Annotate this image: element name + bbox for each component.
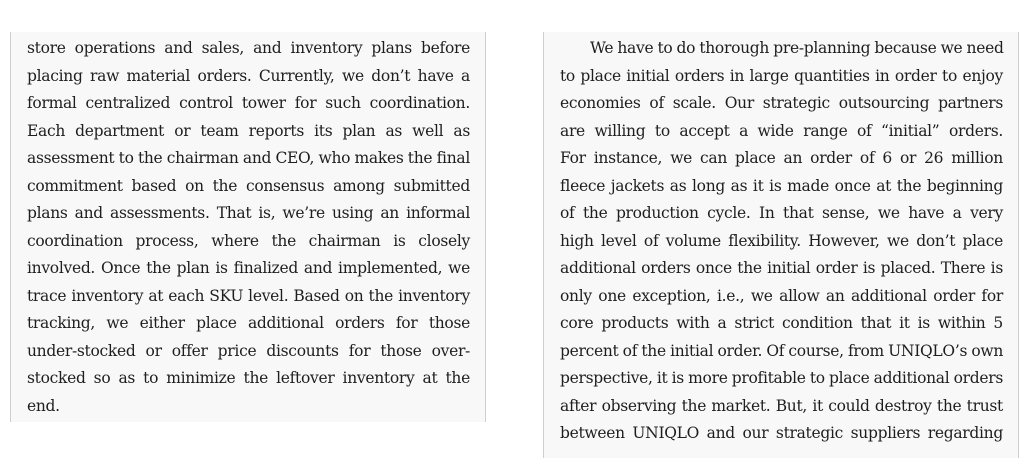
right-page [543,32,1019,458]
text-line: of the production cycle. In that sense, we have a very [560,204,1003,222]
text-line: For instance, we can place an order of 6 or 26 million [560,149,1003,167]
text-line: fleece jackets as long as it is made once at the beginning [560,176,1003,195]
text-line: stocked so as to minimize the leftover inventory at the [27,369,470,387]
text-line: end. [27,396,60,415]
text-line: assessment to the chairman and CEO, who makes the final [27,149,470,167]
text-line: placing raw material orders. Currently, we don’t have a [27,66,470,85]
text-line: percent of the initial order. Of course, from UNIQLO’s own [560,341,1003,360]
text-line: economies of scale. Our strategic outsourcing partners [560,94,1003,112]
left-page-text [27,35,470,420]
right-page-text [560,35,1003,448]
text-line: commitment based on the consensus among submitted [27,176,470,195]
text-line: coordination process, where the chairman is closely [27,231,470,250]
text-line: store operations and sales, and inventory plans before [27,39,470,57]
text-line: after observing the market. But, it could destroy the trust [560,396,1003,415]
text-line: involved. Once the plan is finalized and implemented, we [27,259,470,277]
text-line: We have to do thorough pre-planning because we need [590,39,1004,57]
text-line: between UNIQLO and our strategic suppliers regarding [560,424,1003,442]
text-line: to place initial orders in large quantities in order to enjoy [560,66,1003,85]
text-line: Each department or team reports its plan as well as [27,121,470,140]
text-line: core products with a strict condition that it is within 5 [560,314,1003,332]
text-line: formal centralized control tower for such coordination. [27,94,470,112]
text-line: perspective, it is more profitable to place additional orders [560,369,1003,387]
text-line: under-stocked or offer price discounts for those over- [27,341,470,360]
text-line: are willing to accept a wide range of “initial” orders. [560,121,1003,140]
text-line: additional orders once the initial order is placed. There is [560,259,1003,277]
text-line: high level of volume flexibility. However, we don’t place [560,231,1003,250]
text-line: trace inventory at each SKU level. Based on the inventory [27,286,470,305]
text-line: plans and assessments. That is, we’re using an informal [27,204,470,222]
left-page [10,32,486,422]
text-line: tracking, we either place additional orders for those [27,314,470,332]
text-line: only one exception, i.e., we allow an additional order for [560,286,1003,305]
